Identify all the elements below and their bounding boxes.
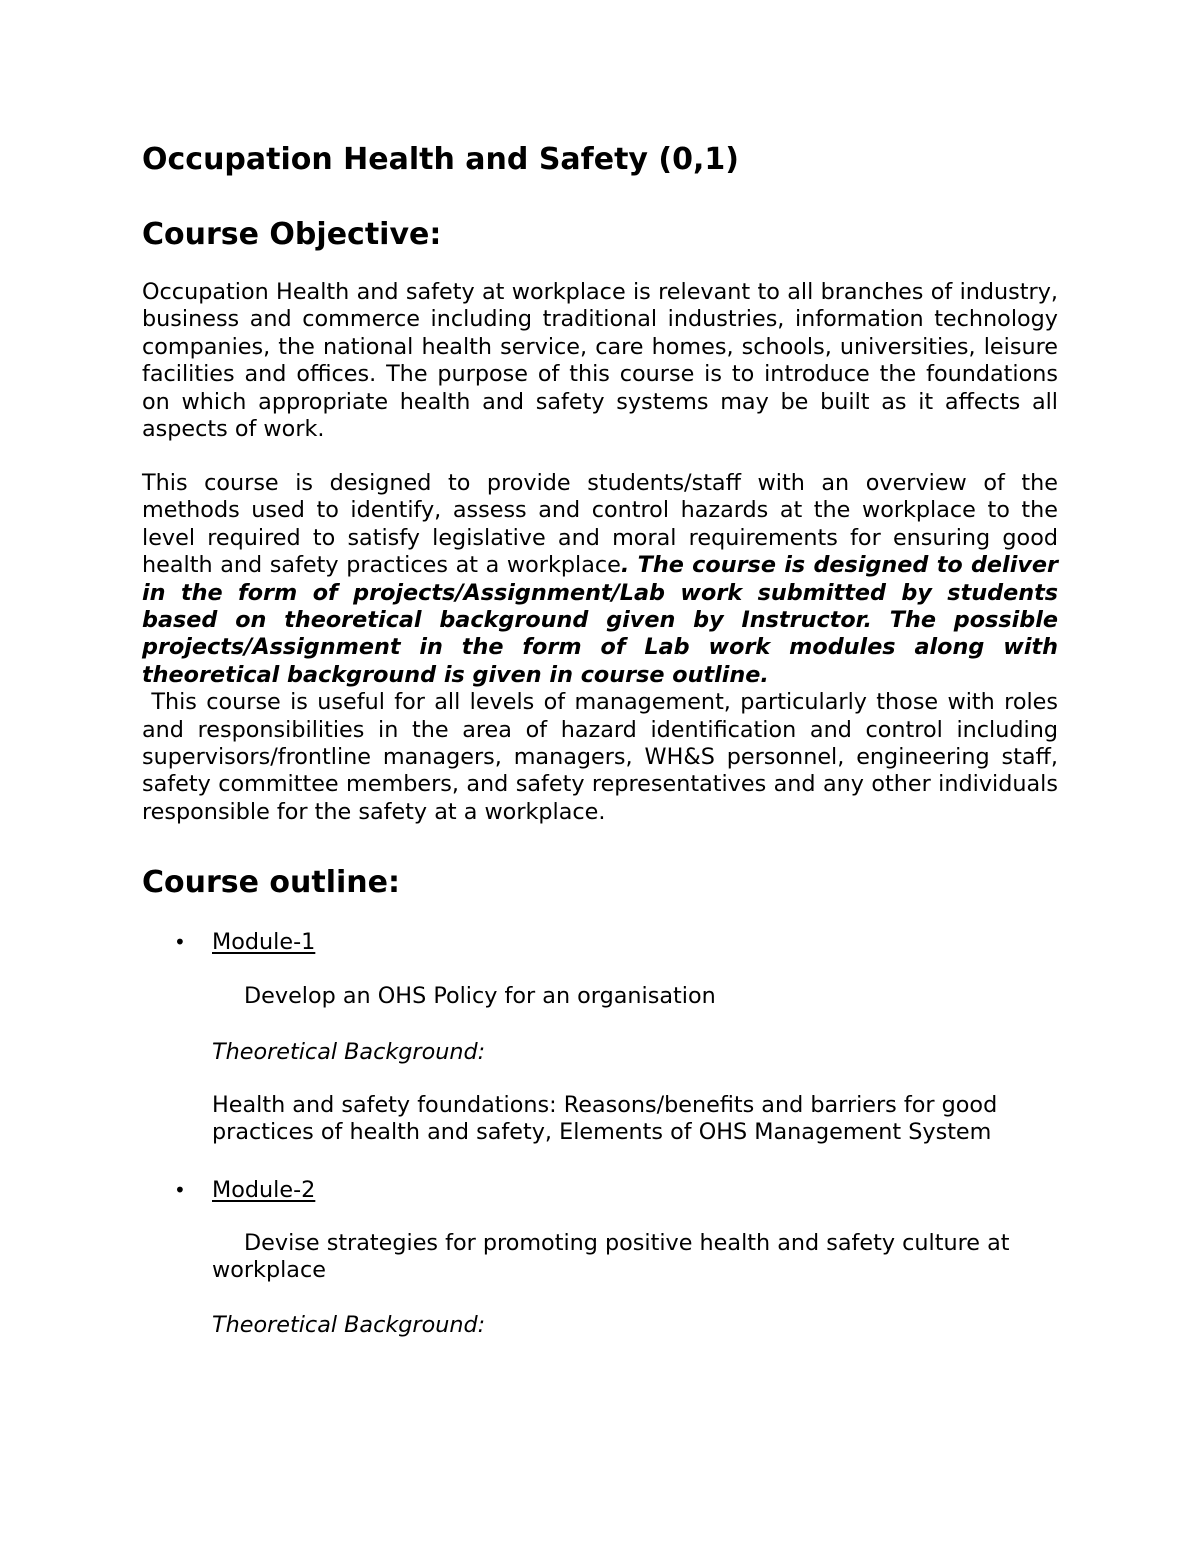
objective-paragraph-2	[142, 470, 1058, 826]
bullet-icon: •	[174, 930, 186, 954]
module-2-theory-label: Theoretical Background:	[212, 1312, 486, 1338]
objective-paragraph-2-emphasis: . The course is designed to deliver in the form of projects/Assignment/Lab work submitted by students based on theoretical background given by Instructor. The possible projects/Assignment in the form of Lab work modules along with theoretical background is given in course outline.	[142, 552, 1058, 688]
objective-paragraph-1: Occupation Health and safety at workplace is relevant to all branches of industry, business and commerce including traditional industries, information technology companies, the national health service, care homes, schools, universities, leisure facilities and offices. The purpose of this course is to introduce the foundations on which appropriate health and safety systems may be built as it affects all aspects of work.	[142, 279, 1058, 443]
module-2-label: Module-2	[212, 1177, 316, 1203]
module-1-theory-label: Theoretical Background:	[212, 1039, 486, 1065]
document-title: Occupation Health and Safety (0,1)	[142, 142, 739, 177]
module-2-heading	[174, 1176, 315, 1204]
module-1-label: Module-1	[212, 929, 316, 955]
module-1-task: Develop an OHS Policy for an organisation	[244, 983, 716, 1009]
course-outline-heading: Course outline:	[142, 865, 401, 900]
module-1-heading	[174, 928, 315, 956]
module-2-task: Devise strategies for promoting positive health and safety culture at workplace	[212, 1230, 1010, 1284]
objective-paragraph-3: This course is useful for all levels of management, particularly those with roles and responsibilities in the area of hazard identification and control including supervisors/frontline managers, managers, WH&S personnel, engineering staff, safety committee members, and safety representatives and any other individuals responsible for the safety at a workplace.	[142, 689, 1058, 825]
objective-paragraph-2-intro: This course is designed to provide students/staff with an overview of the methods used to identify, assess and control hazards at the workplace to the level required to satisfy legislative and moral requirements for ensuring good health and safety practices at a workplace	[142, 470, 1058, 579]
module-1-background: Health and safety foundations: Reasons/benefits and barriers for good practices of health and safety, Elements of OHS Management System	[212, 1092, 998, 1146]
course-objective-heading: Course Objective:	[142, 217, 442, 252]
bullet-icon: •	[174, 1178, 186, 1202]
